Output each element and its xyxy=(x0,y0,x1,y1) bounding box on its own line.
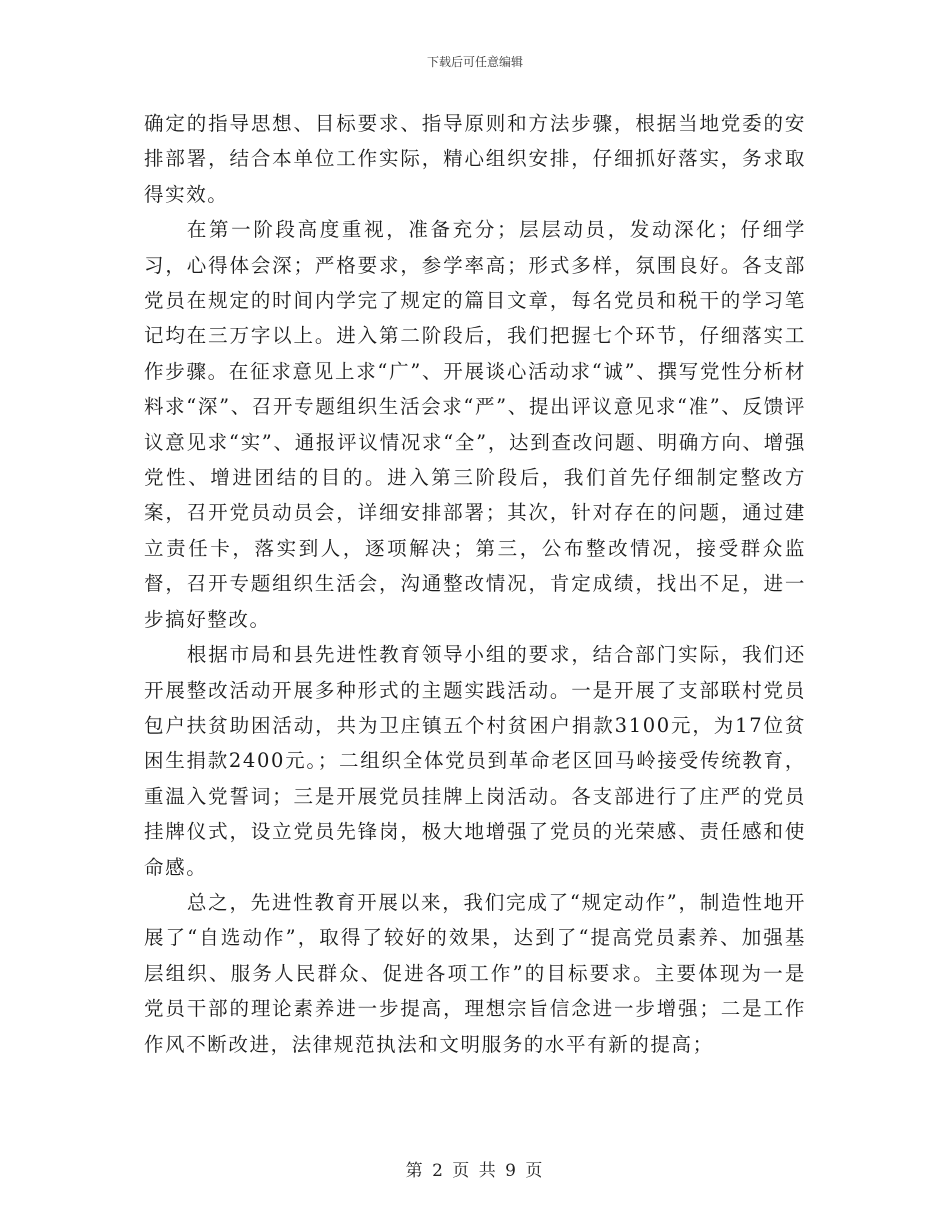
paragraph-summary: 总之，先进性教育开展以来，我们完成了“规定动作”，制造性地开展了“自选动作”，取得了较好的效果，达到了“提高党员素养、加强基层组织、服务人民群众、促进各项工作”的目标要求。主要体现为一是党员干部的理论素养进一步提高，理想宗旨信念进一步增强；二是工作作风不断改进，法律规范执法和文明服务的水平有新的提高； xyxy=(144,890,806,1056)
paragraph-phases: 在第一阶段高度重视，准备充分；层层动员，发动深化；仔细学习，心得体会深；严格要求，参学率高；形式多样，氛围良好。各支部党员在规定的时间内学完了规定的篇目文章，每名党员和税干的学习笔记均在三万字以上。进入第二阶段后，我们把握七个环节，仔细落实工作步骤。在征求意见上求“广”、开展谈心活动求“诚”、撰写党性分析材料求“深”、召开专题组织生活会求“严”、提出评议意见求“准”、反馈评议意见求“实”、通报评议情况求“全”，达到查改问题、明确方向、增强党性、增进团结的目的。进入第三阶段后，我们首先仔细制定整改方案，召开党员动员会，详细安排部署；其次，针对存在的问题，通过建立责任卡，落实到人，逐项解决；第三，公布整改情况，接受群众监督，召开专题组织生活会，沟通整改情况，肯定成绩，找出不足，进一步搞好整改。 xyxy=(144,218,806,631)
document-body xyxy=(144,106,806,1062)
page-number: 第 2 页 共 9 页 xyxy=(405,1161,545,1181)
paragraph-practice-activities: 根据市局和县先进性教育领导小组的要求，结合部门实际，我们还开展整改活动开展多种形式的主题实践活动。一是开展了支部联村党员包户扶贫助困活动，共为卫庄镇五个村贫困户捐款3100元，为17位贫困生捐款2400元。；二组织全体党员到革命老区回马岭接受传统教育，重温入党誓词；三是开展党员挂牌上岗活动。各支部进行了庄严的党员挂牌仪式，设立党员先锋岗，极大地增强了党员的光荣感、责任感和使命感。 xyxy=(144,643,806,879)
paragraph-continuation: 确定的指导思想、目标要求、指导原则和方法步骤，根据当地党委的安排部署，结合本单位工作实际，精心组织安排，仔细抓好落实，务求取得实效。 xyxy=(144,112,806,206)
page-header-note: 下载后可任意编辑 xyxy=(426,55,523,69)
